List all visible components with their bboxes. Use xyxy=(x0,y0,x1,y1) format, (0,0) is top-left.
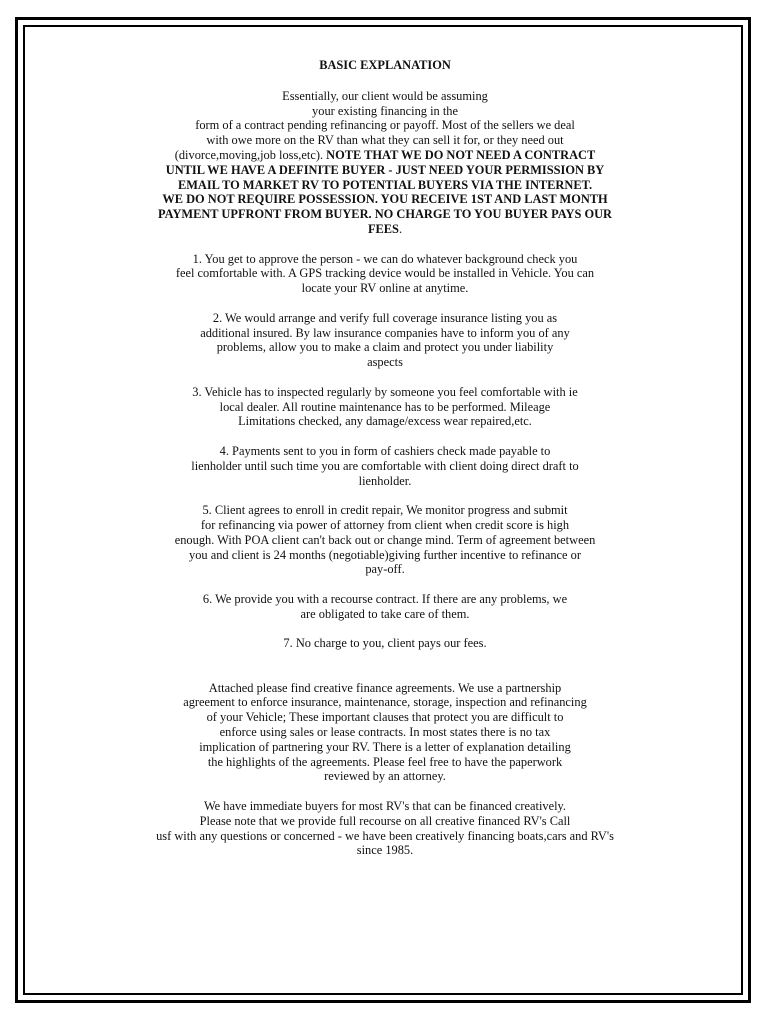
point-line: enough. With POA client can't back out or change mind. Term of agreement between xyxy=(174,532,596,547)
point-1 xyxy=(140,252,630,296)
point-line: additional insured. By law insurance companies have to inform you of any xyxy=(200,325,570,340)
point-line: aspects xyxy=(367,355,403,370)
intro-line-mixed xyxy=(140,148,630,163)
point-line: local dealer. All routine maintenance has to be performed. Mileage xyxy=(219,399,551,414)
point-line: 3. Vehicle has to inspected regularly by someone you feel comfortable with ie xyxy=(192,384,578,399)
closing-line: We have immediate buyers for most RV's that can be financed creatively. xyxy=(203,799,567,814)
point-line: lienholder until such time you are comfortable with client doing direct draft to xyxy=(191,458,579,473)
attached-line: the highlights of the agreements. Please feel free to have the paperwork xyxy=(207,754,563,769)
point-line: locate your RV online at anytime. xyxy=(301,281,469,296)
point-line: 4. Payments sent to you in form of cashiers check made payable to xyxy=(219,443,551,458)
intro-end-normal: . xyxy=(398,221,403,236)
attached-paragraph xyxy=(140,681,630,785)
point-line: Limitations checked, any damage/excess wear repaired,etc. xyxy=(238,414,532,429)
intro-end-line xyxy=(140,222,630,237)
point-line: 2. We would arrange and verify full coverage insurance listing you as xyxy=(212,310,558,325)
point-7 xyxy=(140,636,630,651)
intro-line: with owe more on the RV than what they can sell it for, or they need out xyxy=(206,133,564,148)
point-line: 5. Client agrees to enroll in credit repair, We monitor progress and submit xyxy=(202,503,568,518)
document-title: BASIC EXPLANATION xyxy=(319,58,451,72)
attached-line: reviewed by an attorney. xyxy=(324,769,446,784)
intro-bold-line: WE DO NOT REQUIRE POSSESSION. YOU RECEIVE 1ST AND LAST MONTH xyxy=(162,192,608,207)
point-6 xyxy=(140,592,630,622)
intro-paragraph xyxy=(140,89,630,237)
point-line: feel comfortable with. A GPS tracking device would be installed in Vehicle. You can xyxy=(175,266,595,281)
attached-line: enforce using sales or lease contracts. In most states there is no tax xyxy=(219,725,551,740)
intro-bold-line: UNTIL WE HAVE A DEFINITE BUYER - JUST NEED YOUR PERMISSION BY xyxy=(165,162,605,177)
closing-line: usf with any questions or concerned - we have been creatively financing boats,cars and RV's xyxy=(156,828,614,843)
intro-mixed-bold: NOTE THAT WE DO NOT NEED A CONTRACT xyxy=(326,147,596,162)
point-line: 6. We provide you with a recourse contract. If there are any problems, we xyxy=(202,591,568,606)
point-line: for refinancing via power of attorney from client when credit score is high xyxy=(200,517,570,532)
intro-mixed-normal: (divorce,moving,job loss,etc). xyxy=(174,147,327,162)
point-5 xyxy=(140,503,630,577)
point-line: are obligated to take care of them. xyxy=(300,606,470,621)
intro-bold-line: PAYMENT UPFRONT FROM BUYER. NO CHARGE TO YOU BUYER PAYS OUR xyxy=(157,207,612,222)
point-2 xyxy=(140,311,630,370)
point-line: problems, allow you to make a claim and protect you under liability xyxy=(216,340,554,355)
closing-line: since 1985. xyxy=(356,843,414,858)
attached-line: Attached please find creative finance agreements. We use a partnership xyxy=(208,680,562,695)
point-line: lienholder. xyxy=(358,473,412,488)
intro-end-bold: FEES xyxy=(367,221,399,236)
intro-line: form of a contract pending refinancing or payoff. Most of the sellers we deal xyxy=(195,118,575,133)
attached-line: implication of partnering your RV. There is a letter of explanation detailing xyxy=(199,739,571,754)
intro-line: your existing financing in the xyxy=(312,103,458,118)
attached-line: of your Vehicle; These important clauses that protect you are difficult to xyxy=(206,710,564,725)
attached-line: agreement to enforce insurance, maintenance, storage, inspection and refinancing xyxy=(183,695,587,710)
document-body xyxy=(140,58,630,873)
point-4 xyxy=(140,444,630,488)
point-line: 7. No charge to you, client pays our fees. xyxy=(283,636,487,651)
closing-line: Please note that we provide full recourse on all creative financed RV's Call xyxy=(199,813,571,828)
point-line: pay-off. xyxy=(365,562,405,577)
closing-paragraph xyxy=(140,799,630,858)
intro-bold-line: EMAIL TO MARKET RV TO POTENTIAL BUYERS VIA THE INTERNET. xyxy=(177,177,593,192)
intro-line: Essentially, our client would be assuming xyxy=(282,88,488,103)
point-line: 1. You get to approve the person - we can do whatever background check you xyxy=(192,251,578,266)
point-3 xyxy=(140,385,630,429)
point-line: you and client is 24 months (negotiable)giving further incentive to refinance or xyxy=(189,547,581,562)
